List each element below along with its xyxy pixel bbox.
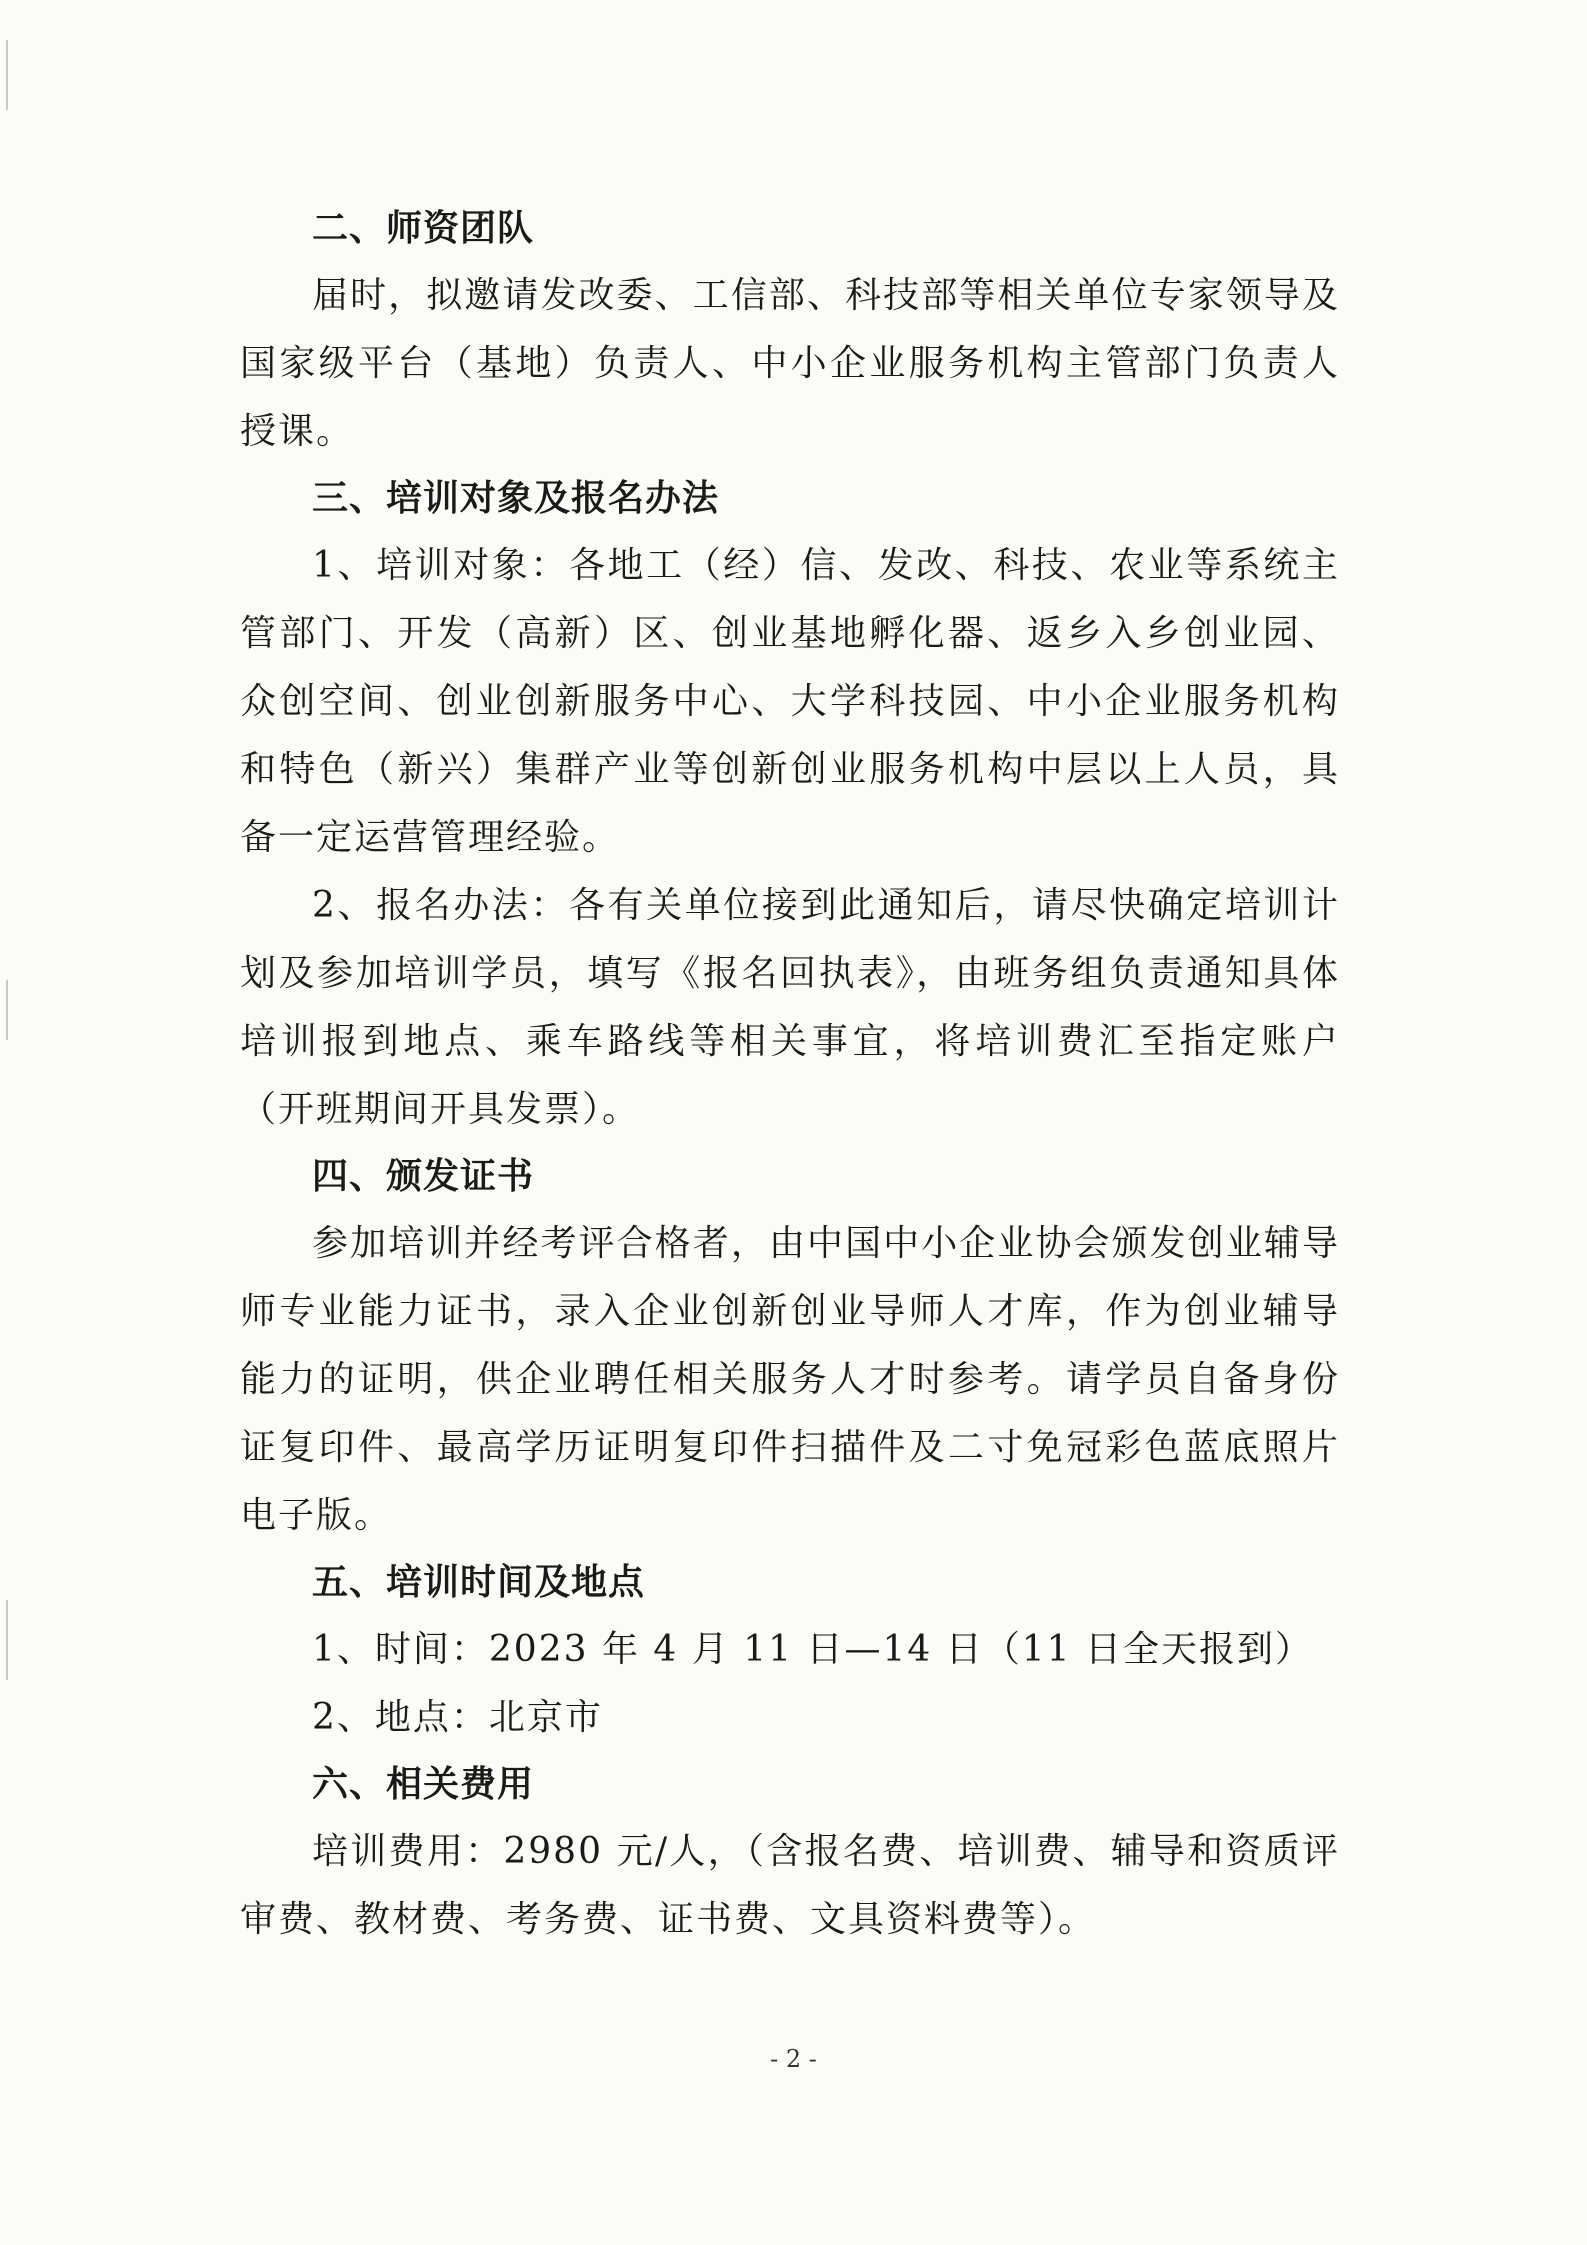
section-paragraph: 参加培训并经考评合格者，由中国中小企业协会颁发创业辅导师专业能力证书，录入企业创新创业导师人才库，作为创业辅导能力的证明，供企业聘任相关服务人才时参考。请学员自备身份证复印件、最高学历证明复印件扫描件及二寸免冠彩色蓝底照片电子版。	[240, 1223, 1340, 1536]
section-heading: 四、颁发证书	[312, 1156, 535, 1197]
section-paragraph: 1、培训对象：各地工（经）信、发改、科技、农业等系统主管部门、开发（高新）区、创业基地孵化器、返乡入乡创业园、众创空间、创业创新服务中心、大学科技园、中小企业服务机构和特色（新兴）集群产业等创新创业服务机构中层以上人员，具备一定运营管理经验。	[240, 545, 1340, 858]
section-audience-registration	[240, 466, 1340, 1144]
scan-edge-mark	[6, 980, 8, 1040]
section-heading: 三、培训对象及报名办法	[312, 478, 720, 519]
section-paragraph: 培训费用：2980 元/人，（含报名费、培训费、辅导和资质评审费、教材费、考务费、证书费、文具资料费等）。	[240, 1831, 1340, 1940]
section-heading: 二、师资团队	[312, 208, 535, 249]
section-certificate	[240, 1144, 1340, 1550]
section-time-location	[240, 1550, 1340, 1752]
section-paragraph: 2、报名办法：各有关单位接到此通知后，请尽快确定培训计划及参加培训学员，填写《报名回执表》，由班务组负责通知具体培训报到地点、乘车路线等相关事宜，将培训费汇至指定账户（开班期间开具发票）。	[240, 885, 1340, 1130]
section-paragraph: 届时，拟邀请发改委、工信部、科技部等相关单位专家领导及国家级平台（基地）负责人、中小企业服务机构主管部门负责人授课。	[240, 275, 1340, 452]
section-heading: 六、相关费用	[312, 1764, 535, 1805]
scan-edge-mark	[6, 40, 8, 110]
scan-edge-mark	[6, 1600, 8, 1680]
document-body	[240, 196, 1340, 1954]
section-paragraph: 2、地点：北京市	[312, 1697, 603, 1738]
page-number: - 2 -	[770, 2045, 817, 2073]
section-faculty	[240, 196, 1340, 466]
section-paragraph: 1、时间：2023 年 4 月 11 日—14 日（11 日全天报到）	[312, 1629, 1313, 1670]
section-fees	[240, 1752, 1340, 1954]
section-heading: 五、培训时间及地点	[312, 1562, 646, 1603]
